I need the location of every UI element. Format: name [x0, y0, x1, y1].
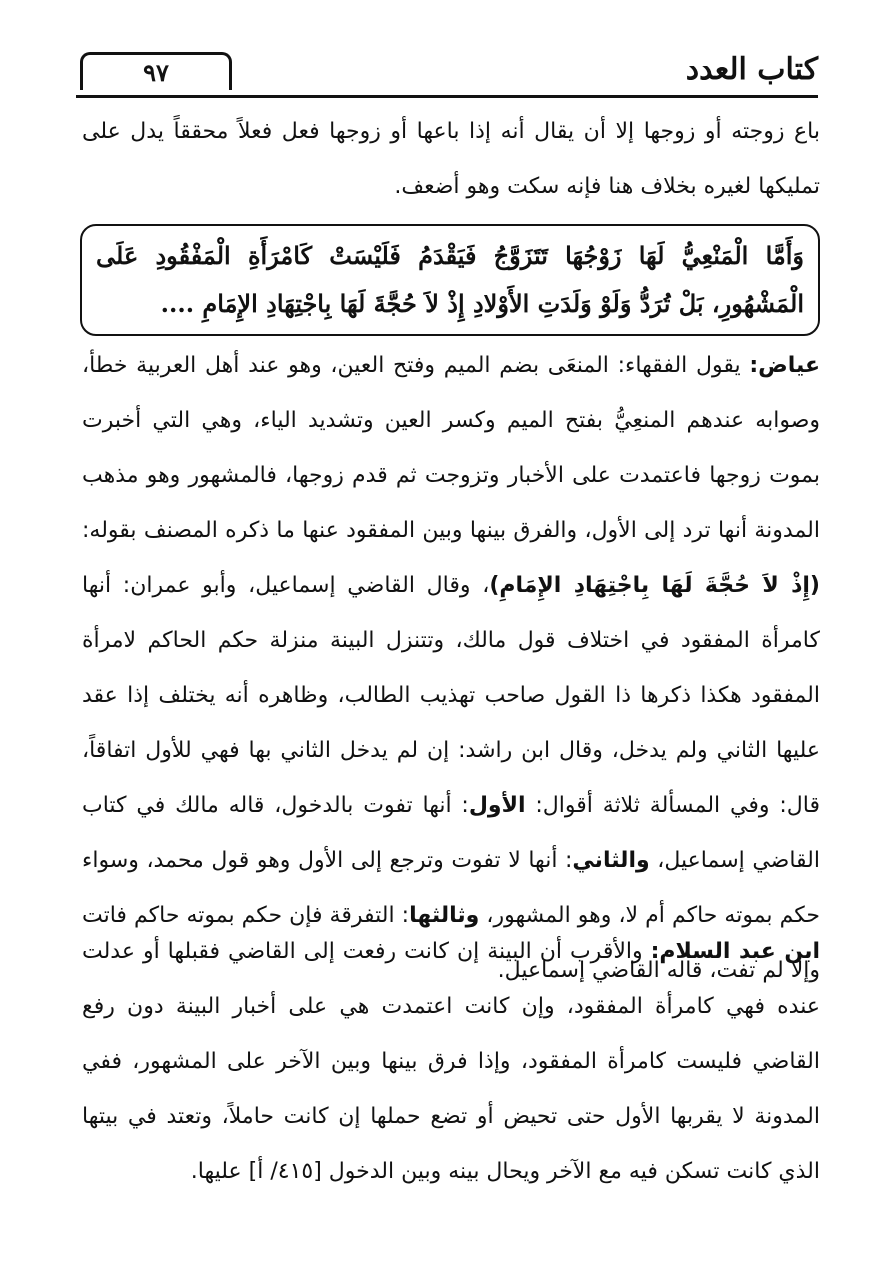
matn-box [80, 224, 820, 336]
paragraph-3-lead: ابن عبد السلام: [650, 939, 820, 964]
page-number: ٩٧ [80, 52, 232, 90]
page-header [76, 48, 818, 98]
first-opinion-label: الأول [468, 793, 526, 818]
book-title: كتاب العدد [685, 52, 818, 87]
paragraph-2-text-e: : التفرقة فإن حكم بموته حاكم فاتت وإلا لم تفت، قاله القاضي إسماعيل. [82, 903, 820, 983]
paragraph-2-quote: (إِذْ لاَ حُجَّةَ لَهَا بِاجْتِهَادِ الإِمَامِ) [489, 573, 820, 598]
paragraph-2 [82, 338, 820, 998]
paragraph-2-text-b: ، وقال القاضي إسماعيل، وأبو عمران: أنها كامرأة المفقود في اختلاف قول مالك، وتتنزل البينة منزلة حكم الحاكم لامرأة المفقود هكذا ذكرها ذا القول صاحب تهذيب الطالب، وظاهره أنه يختلف إذا عقد عليها الثاني ولم يدخل، وقال ابن راشد: إن لم يدخل الثاني بها فهي للأول اتفاقاً، قال: وفي المسألة ثلاثة أقوال: [82, 573, 820, 818]
matn-text: وَأَمَّا الْمَنْعِيُّ لَهَا زَوْجُهَا تَتَزَوَّجُ فَيَقْدَمُ فَلَيْسَتْ كَامْرَأَةِ الْمَفْقُودِ عَلَى الْمَشْهُورِ، بَلْ تُرَدُّ وَلَوْ وَلَدَتِ الأَوْلادِ إِذْ لاَ حُجَّةَ لَهَا بِاجْتِهَادِ الإِمَامِ .... [96, 241, 804, 318]
paragraph-1 [82, 104, 820, 214]
paragraph-2-text-a: يقول الفقهاء: المنعَى بضم الميم وفتح العين، وهو عند أهل العربية خطأ، وصوابه عندهم المنعِيُّ بفتح الميم وكسر العين وتشديد الياء، وهي التي أخبرت بموت زوجها فاعتمدت على الأخبار وتزوجت ثم قدم زوجها، فالمشهور وهو مذهب المدونة أنها ترد إلى الأول، والفرق بينها وبين المفقود عنها ما ذكره المصنف بقوله: [82, 353, 820, 543]
paragraph-3-text: والأقرب أن البينة إن كانت رفعت إلى القاضي فقبلها أو عدلت عنده فهي كامرأة المفقود، وإن كانت اعتمدت هي على أخبار البينة دون رفع القاضي فليست كامرأة المفقود، وإذا فرق بينها وبين الآخر على المشهور، ففي المدونة لا يقربها الأول حتى تحيض أو تضع حملها إن كانت حاملاً، وتعتد في بيتها الذي كانت تسكن فيه مع الآخر ويحال بينه وبين الدخول [٤١٥/ أ] عليها. [82, 939, 820, 1184]
paragraph-3 [82, 924, 820, 1199]
third-opinion-label: وثالثها [409, 903, 480, 928]
paragraph-1-text: باع زوجته أو زوجها إلا أن يقال أنه إذا باعها أو زوجها فعل فعلاً محققاً يدل على تمليكها لغيره بخلاف هنا فإنه سكت وهو أضعف. [82, 119, 820, 199]
header-rule [76, 95, 818, 98]
paragraph-2-text-c: : أنها تفوت بالدخول، قاله مالك في كتاب القاضي إسماعيل، [82, 793, 820, 873]
paragraph-2-text-d: : أنها لا تفوت وترجع إلى الأول وهو قول محمد، وسواء حكم بموته حاكم أم لا، وهو المشهور، [82, 848, 820, 928]
paragraph-2-lead: عياض: [749, 353, 820, 378]
second-opinion-label: والثاني [572, 848, 650, 873]
